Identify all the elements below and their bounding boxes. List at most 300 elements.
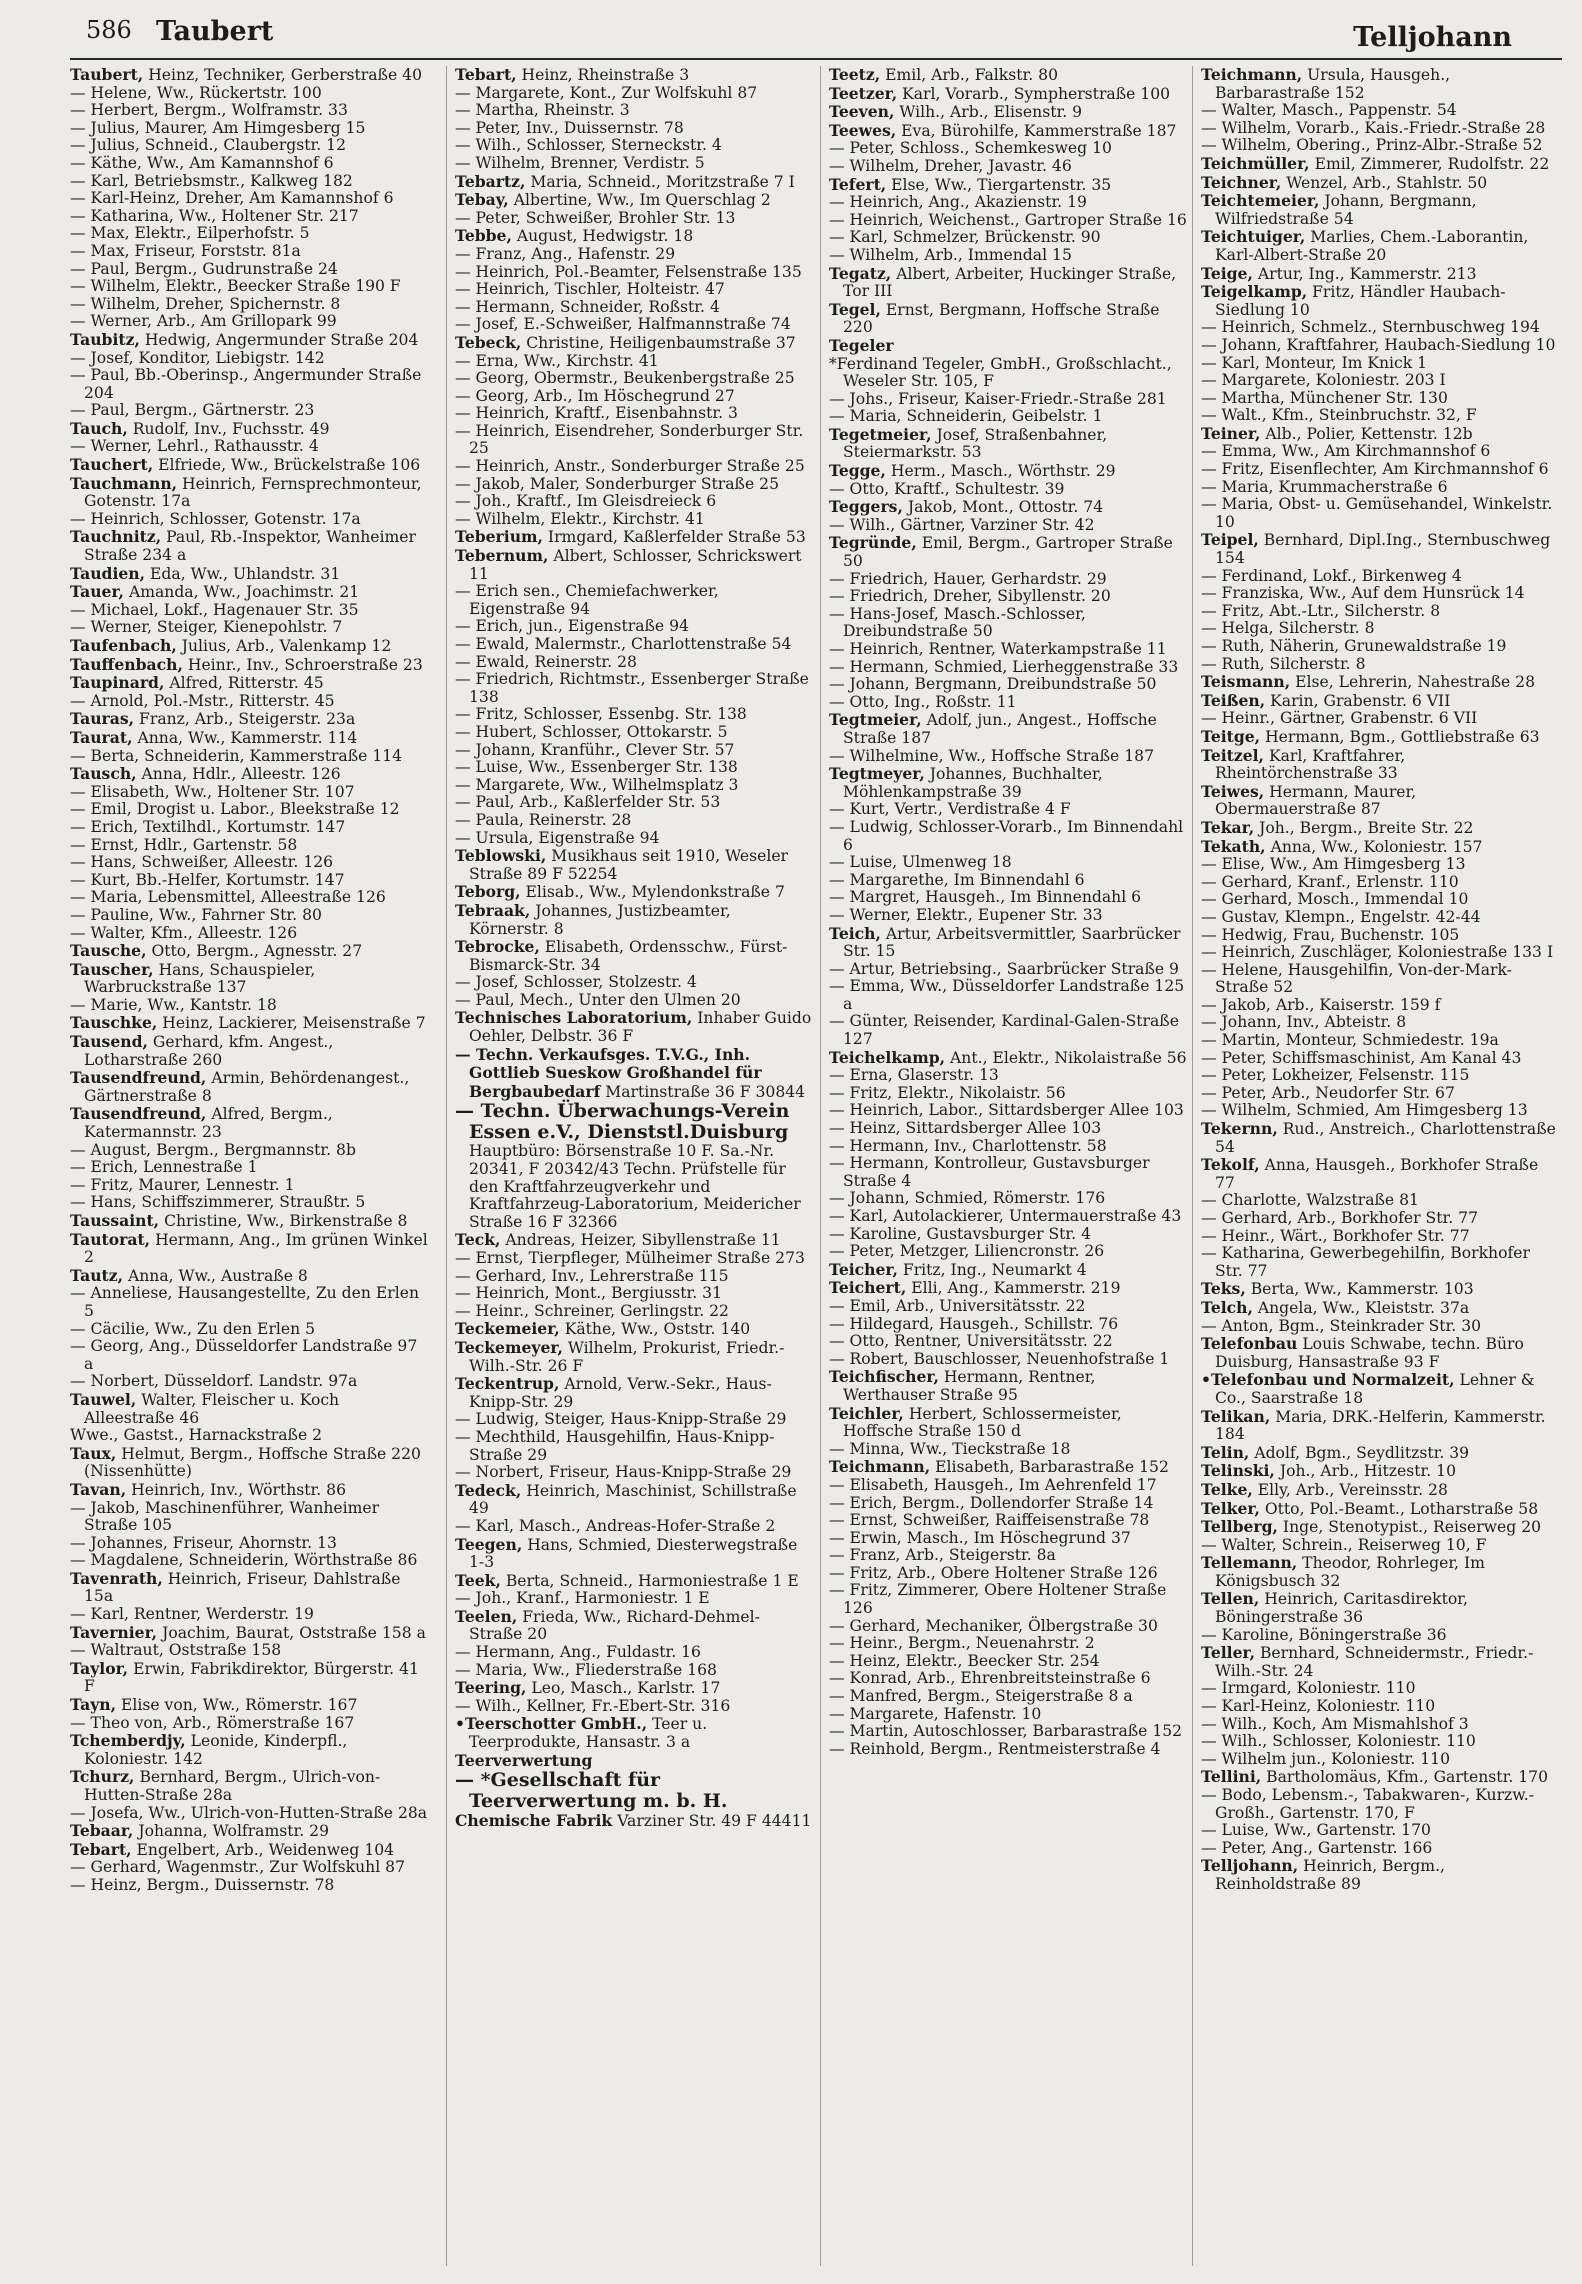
entry-details: — Walter, Schrein., Reiserweg 10, F — [1201, 1535, 1487, 1554]
entry-surname: Tavan, — [70, 1479, 127, 1499]
entry-details: — Heinrich, Schlosser, Gotenstr. 17a — [70, 509, 361, 528]
directory-entry — [455, 1715, 813, 1751]
directory-entry — [455, 724, 813, 742]
entry-details: — Emil, Drogist u. Labor., Bleekstraße 12 — [70, 800, 400, 819]
directory-entry — [455, 1770, 813, 1812]
directory-entry — [1201, 1733, 1559, 1751]
entry-details: Paul, Rb.-Inspektor, Wanheimer Straße 234 a — [84, 528, 416, 565]
directory-entry — [70, 1805, 428, 1823]
entry-details: Else, Lehrerin, Nahestraße 28 — [1290, 673, 1536, 692]
entry-surname: Chemische Fabrik — [455, 1811, 613, 1831]
directory-columns — [70, 66, 1558, 2266]
entry-details: — Peter, Metzger, Liliencronstr. 26 — [829, 1242, 1105, 1261]
entry-details: Joachim, Baurat, Oststraße 158 a — [157, 1623, 426, 1642]
directory-entry — [1201, 192, 1559, 228]
directory-entry — [1201, 997, 1559, 1015]
directory-entry — [455, 812, 813, 830]
entry-details: — Max, Elektr., Eilperhofstr. 5 — [70, 224, 310, 243]
directory-entry — [70, 367, 428, 402]
entry-details: Elisabeth, Barbarastraße 152 — [930, 1458, 1169, 1477]
directory-entry — [829, 588, 1187, 606]
entry-details: *Ferdinand Tegeler, GmbH., Großschlacht., Weseler Str. 105, F — [829, 354, 1172, 391]
entry-surname: Teitzel, — [1201, 745, 1264, 765]
directory-entry — [70, 925, 428, 943]
directory-entry — [455, 794, 813, 812]
entry-details: — Peter, Arb., Neudorfer Str. 67 — [1201, 1083, 1455, 1102]
entry-details: — Max, Friseur, Forststr. 81a — [70, 241, 301, 260]
directory-entry — [455, 1482, 813, 1518]
entry-details: — Heinz, Bergm., Duissernstr. 78 — [70, 1875, 335, 1894]
directory-entry — [455, 1662, 813, 1680]
directory-entry — [70, 765, 428, 784]
entry-details: — Heinrich, Mont., Bergiusstr. 31 — [455, 1284, 722, 1303]
directory-entry — [70, 456, 428, 475]
entry-surname: Teicher, — [829, 1259, 898, 1279]
entry-surname: Taudien, — [70, 563, 146, 583]
directory-entry — [1201, 673, 1559, 692]
entry-details: Christine, Ww., Birkenstraße 8 — [159, 1212, 408, 1230]
directory-entry — [455, 173, 813, 192]
entry-details: Heinrich, Bergm., Reinholdstraße 89 — [1215, 1857, 1445, 1893]
entry-details: Amanda, Ww., Joachimstr. 21 — [123, 583, 360, 602]
directory-entry — [1201, 1698, 1559, 1716]
entry-details: — Josef, Schlosser, Stolzestr. 4 — [455, 973, 697, 992]
entry-surname: Teigelkamp, — [1201, 282, 1308, 302]
entry-details: Hermann, Ang., Im grünen Winkel 2 — [84, 1230, 428, 1267]
directory-entry — [829, 1333, 1187, 1351]
entry-details: — Heinz, Elektr., Beecker Str. 254 — [829, 1651, 1100, 1670]
directory-entry — [455, 671, 813, 706]
entry-surname: Teggers, — [829, 497, 903, 517]
directory-entry — [1201, 1120, 1559, 1156]
entry-details: — Heinz, Sittardsberger Allee 103 — [829, 1119, 1102, 1138]
entry-details: — Katharina, Ww., Holtener Str. 217 — [70, 206, 359, 225]
entry-details: — Karl, Betriebsmstr., Kalkweg 182 — [70, 171, 353, 190]
directory-entry — [455, 227, 813, 246]
directory-entry — [70, 173, 428, 191]
entry-details: Martinstraße 36 F 30844 — [600, 1082, 806, 1101]
directory-entry — [1201, 1751, 1559, 1769]
directory-entry — [829, 1530, 1187, 1548]
entry-surname: — Techn. Verkaufsges. T.V.G., Inh. Gottlieb Sueskow Großhandel für Bergbaubedarf — [455, 1044, 762, 1101]
entry-details: Albert, Arbeiter, Huckinger Straße, Tor III — [843, 264, 1177, 301]
directory-entry — [1201, 1787, 1559, 1822]
entry-surname: Tauch, — [70, 418, 128, 438]
entry-details: — Peter, Schiffsmaschinist, Am Kanal 43 — [1201, 1048, 1522, 1067]
entry-details: — Ewald, Reinerstr. 28 — [455, 652, 637, 671]
directory-entry — [455, 1285, 813, 1303]
entry-surname: Tauer, — [70, 582, 124, 602]
entry-details: — Maria, Lebensmittel, Alleestraße 126 — [70, 888, 386, 907]
entry-details: — Otto, Kraftf., Schultestr. 39 — [829, 479, 1065, 498]
entry-details: — Joh., Kranf., Harmoniestr. 1 E — [455, 1589, 710, 1608]
entry-details: Andreas, Heizer, Sibyllenstraße 11 — [500, 1231, 781, 1250]
directory-entry — [70, 1481, 428, 1500]
entry-surname: Teewes, — [829, 120, 897, 140]
entry-details: — Peter, Schweißer, Brohler Str. 13 — [455, 208, 736, 227]
directory-entry — [455, 1320, 813, 1339]
entry-surname: Teitge, — [1201, 726, 1261, 746]
entry-details: — Luise, Ww., Essenberger Str. 138 — [455, 758, 738, 777]
entry-details: Elise von, Ww., Römerstr. 167 — [116, 1696, 358, 1715]
directory-entry — [70, 528, 428, 564]
entry-surname: Teblowski, — [455, 846, 547, 866]
directory-entry — [829, 1706, 1187, 1724]
directory-entry — [1201, 1210, 1559, 1228]
directory-entry — [829, 1155, 1187, 1190]
entry-details: — Wilhelm, Vorarb., Kais.-Friedr.-Straße 28 — [1201, 118, 1546, 137]
entry-details: Berta, Ww., Kammerstr. 103 — [1245, 1280, 1474, 1299]
entry-surname: Tegel, — [829, 299, 881, 319]
directory-entry — [1201, 496, 1559, 531]
entry-details: Varziner Str. 49 F 44411 — [612, 1812, 812, 1831]
directory-entry — [1201, 1518, 1559, 1537]
directory-entry — [455, 830, 813, 848]
directory-entry — [70, 619, 428, 637]
directory-entry — [455, 1009, 813, 1045]
entry-details: Johannes, Justizbeamter, Körnerstr. 8 — [469, 901, 731, 938]
directory-entry — [455, 528, 813, 547]
directory-entry — [455, 654, 813, 672]
directory-entry — [70, 1212, 428, 1231]
entry-details: — Artur, Betriebsing., Saarbrücker Straße 9 — [829, 959, 1179, 978]
entry-surname: Tebraak, — [455, 900, 531, 920]
directory-entry — [455, 246, 813, 264]
entry-details: Herbert, Schlossermeister, Hoffsche Straße 150 d — [843, 1404, 1122, 1441]
directory-entry — [829, 122, 1187, 141]
directory-entry — [70, 1069, 428, 1105]
entry-details: Wilh., Arb., Elisenstr. 9 — [894, 103, 1083, 122]
entry-surname: Tautz, — [70, 1265, 124, 1285]
entry-details: — Ewald, Malermstr., Charlottenstraße 54 — [455, 635, 792, 653]
entry-details: — Josef, Konditor, Liebigstr. 142 — [70, 348, 325, 367]
entry-surname: Teckentrup, — [455, 1374, 560, 1394]
entry-details: — Walter, Kfm., Alleestr. 126 — [70, 923, 298, 942]
directory-entry — [70, 819, 428, 837]
directory-entry — [1201, 962, 1559, 997]
directory-entry — [829, 641, 1187, 659]
directory-entry — [70, 674, 428, 693]
directory-entry — [70, 1177, 428, 1195]
entry-details: — Erich, jun., Eigenstraße 94 — [455, 617, 689, 636]
directory-entry — [1201, 909, 1559, 927]
entry-details: — Gerhard, Wagenmstr., Zur Wolfskuhl 87 — [70, 1858, 405, 1877]
entry-details: — Heinrich, Ang., Akazienstr. 19 — [829, 193, 1087, 212]
directory-entry — [70, 190, 428, 208]
directory-entry — [70, 1391, 428, 1427]
directory-entry — [70, 1014, 428, 1033]
directory-entry — [70, 1285, 428, 1320]
directory-entry — [829, 356, 1187, 391]
entry-surname: Teelen, — [455, 1606, 518, 1626]
directory-entry — [1201, 710, 1559, 728]
entry-details: Heinz, Techniker, Gerberstraße 40 — [143, 66, 423, 84]
entry-details: — Elisabeth, Hausgeh., Im Aehrenfeld 17 — [829, 1475, 1157, 1494]
entry-details: — Ernst, Schweißer, Raiffeisenstraße 78 — [829, 1511, 1150, 1530]
entry-details: — Gerhard, Mosch., Immendal 10 — [1201, 890, 1469, 909]
directory-entry — [455, 1464, 813, 1482]
entry-surname: Tekolf, — [1201, 1155, 1260, 1175]
directory-entry — [455, 992, 813, 1010]
entry-details: Käthe, Ww., Oststr. 140 — [559, 1320, 751, 1339]
entry-details: — Emma, Ww., Düsseldorfer Landstraße 125 a — [829, 977, 1185, 1013]
directory-entry — [829, 819, 1187, 854]
entry-details: Theodor, Rohrleger, Im Königsbusch 32 — [1215, 1554, 1485, 1590]
entry-details: — Helga, Silcherstr. 8 — [1201, 619, 1375, 638]
entry-details: — Anneliese, Hausangestellte, Zu den Erlen 5 — [70, 1284, 419, 1320]
entry-surname: Tebeck, — [455, 332, 522, 352]
entry-details: Karl, Kraftfahrer, Rheintörchenstraße 33 — [1215, 746, 1406, 783]
directory-entry — [829, 1067, 1187, 1085]
entry-surname: Teipel, — [1201, 530, 1259, 550]
directory-entry — [70, 997, 428, 1015]
entry-details: — Jakob, Maler, Sonderburger Straße 25 — [455, 474, 779, 493]
directory-entry — [70, 420, 428, 439]
directory-entry — [1201, 137, 1559, 155]
entry-details: — Margarete, Hafenstr. 10 — [829, 1704, 1042, 1723]
entry-details: — Erich, Bergm., Dollendorfer Straße 14 — [829, 1493, 1154, 1512]
directory-entry — [455, 137, 813, 155]
entry-details: Franz, Arb., Steigerstr. 23a — [134, 710, 356, 729]
entry-details: — Fritz, Abt.-Ltr., Silcherstr. 8 — [1201, 601, 1441, 620]
entry-details: — Charlotte, Walzstraße 81 — [1201, 1191, 1419, 1210]
entry-details: — Julius, Schneid., Claubergstr. 12 — [70, 136, 347, 155]
entry-details: — Maria, Obst- u. Gemüsehandel, Winkelstr. 10 — [1201, 495, 1553, 531]
entry-surname: Tegtmeier, — [829, 710, 922, 730]
entry-details: — Gerhard, Mechaniker, Ölbergstraße 30 — [829, 1616, 1158, 1635]
entry-details: — Friedrich, Dreher, Sibyllenstr. 20 — [829, 587, 1111, 606]
directory-entry — [455, 938, 813, 974]
entry-details: — Hildegard, Hausgeh., Schillstr. 76 — [829, 1314, 1119, 1333]
entry-details: — Joh., Kraftf., Im Gleisdreieck 6 — [455, 492, 717, 511]
entry-surname: Tegatz, — [829, 263, 892, 283]
directory-entry — [455, 191, 813, 210]
entry-details: — Manfred, Bergm., Steigerstraße 8 a — [829, 1687, 1133, 1706]
directory-entry — [70, 1194, 428, 1212]
entry-details: — Karl, Rentner, Werderstr. 19 — [70, 1605, 314, 1624]
directory-entry — [1201, 783, 1559, 819]
directory-entry — [829, 854, 1187, 872]
directory-entry — [455, 511, 813, 529]
entry-details: — Wilhelm, Elektr., Kirchstr. 41 — [455, 509, 705, 528]
entry-details: — Josefa, Ww., Ulrich-von-Hutten-Straße 28a — [70, 1803, 428, 1822]
entry-surname: Teichelkamp, — [829, 1047, 946, 1067]
entry-details: — Gustav, Klempn., Engelstr. 42-44 — [1201, 907, 1481, 926]
entry-details: — Elise, Ww., Am Himgesberg 13 — [1201, 855, 1466, 874]
entry-details: — Norbert, Friseur, Haus-Knipp-Straße 29 — [455, 1463, 792, 1482]
directory-entry — [829, 659, 1187, 677]
entry-details: Heinz, Lackierer, Meisenstraße 7 — [157, 1014, 426, 1033]
directory-entry — [70, 907, 428, 925]
directory-entry — [70, 1552, 428, 1570]
directory-entry — [455, 1411, 813, 1429]
entry-details: — Georg, Arb., Im Höschegrund 27 — [455, 386, 735, 405]
entry-surname: Teegen, — [455, 1534, 523, 1554]
directory-entry — [70, 1606, 428, 1624]
directory-entry — [829, 1405, 1187, 1441]
directory-entry — [70, 261, 428, 279]
column-4 — [1192, 66, 1559, 2266]
entry-details: — Fritz, Schlosser, Essenbg. Str. 138 — [455, 705, 747, 724]
entry-surname: Tauscher, — [70, 959, 154, 979]
entry-details: — Mechthild, Hausgehilfin, Haus-Knipp-Straße 29 — [455, 1427, 775, 1464]
entry-details: — Magdalene, Schneiderin, Wörthstraße 86 — [70, 1551, 418, 1570]
entry-surname: Telljohann, — [1201, 1856, 1299, 1876]
directory-entry — [829, 765, 1187, 801]
directory-entry — [1201, 1627, 1559, 1645]
directory-entry — [455, 583, 813, 618]
directory-entry — [70, 85, 428, 103]
directory-entry — [829, 1441, 1187, 1459]
directory-entry — [1201, 1481, 1559, 1500]
entry-surname: Teichmann, — [829, 1457, 931, 1477]
directory-entry — [1201, 66, 1559, 102]
entry-surname: Tebaar, — [70, 1821, 134, 1841]
entry-details: — Peter, Inv., Duissernstr. 78 — [455, 118, 684, 137]
entry-details: Heinr., Inv., Schroerstraße 23 — [182, 655, 423, 674]
entry-surname: Tegetmeier, — [829, 424, 932, 444]
directory-entry — [1201, 944, 1559, 962]
directory-entry — [70, 1373, 428, 1391]
entry-details: Karl, Vorarb., Sympherstraße 100 — [897, 84, 1171, 103]
page-header — [70, 14, 1512, 58]
directory-entry — [70, 693, 428, 711]
entry-details: — Heinrich, Pol.-Beamter, Felsenstraße 135 — [455, 262, 802, 281]
directory-entry — [829, 212, 1187, 230]
entry-surname: Teller, — [1201, 1643, 1256, 1663]
entry-details: — Jakob, Maschinenführer, Wanheimer Straße 105 — [70, 1498, 380, 1535]
directory-entry — [1201, 1554, 1559, 1590]
directory-entry — [70, 1696, 428, 1715]
entry-details: Bernhard, Schneidermstr., Friedr.-Wilh.-Str. 24 — [1215, 1644, 1534, 1680]
entry-details: Anna, Ww., Austraße 8 — [123, 1266, 308, 1285]
directory-entry — [829, 1279, 1187, 1298]
entry-surname: Teichfischer, — [829, 1367, 939, 1387]
entry-details: Alb., Polier, Kettenstr. 12b — [1260, 424, 1473, 443]
entry-surname: Tebartz, — [455, 171, 526, 191]
entry-details: — Werner, Elektr., Eupener Str. 33 — [829, 905, 1103, 924]
directory-entry — [70, 1231, 428, 1267]
entry-details: — Margret, Hausgeh., Im Binnendahl 6 — [829, 888, 1142, 907]
directory-entry — [455, 1679, 813, 1698]
directory-entry — [1201, 337, 1559, 355]
directory-entry — [1201, 692, 1559, 711]
entry-details: Hauptbüro: Börsenstraße 10 F. Sa.-Nr. 20341, F 20342/43 Techn. Prüfstelle für den Kraftfahrzeugverkehr und Kraftfahrzeug-Laboratorium, Meidericher Straße 16 F 32366 — [469, 1142, 801, 1231]
directory-entry — [70, 350, 428, 368]
entry-details: — Wilhelm, Dreher, Spichernstr. 8 — [70, 294, 341, 313]
directory-entry — [70, 120, 428, 138]
entry-surname: Teichmüller, — [1201, 153, 1310, 173]
directory-entry — [829, 1582, 1187, 1617]
directory-entry — [455, 618, 813, 636]
directory-entry — [455, 493, 813, 511]
entry-details: — Konrad, Arb., Ehrenbreitsteinstraße 6 — [829, 1669, 1151, 1688]
directory-entry — [70, 1841, 428, 1860]
directory-entry — [829, 676, 1187, 694]
entry-details: — Gerhard, Inv., Lehrerstraße 115 — [455, 1266, 729, 1285]
entry-details: — Wilhelm jun., Koloniestr. 110 — [1201, 1749, 1451, 1768]
entry-surname: Tchemberdjy, — [70, 1731, 186, 1751]
directory-entry — [455, 1250, 813, 1268]
entry-details: — Peter, Lokheizer, Felsenstr. 115 — [1201, 1066, 1470, 1085]
entry-details: — Erich, Textilhdl., Kortumstr. 147 — [70, 817, 346, 836]
directory-entry — [1201, 1299, 1559, 1318]
entry-details: — Berta, Schneiderin, Kammerstraße 114 — [70, 746, 403, 765]
entry-details: — Heinrich, Rentner, Waterkampstraße 11 — [829, 640, 1167, 658]
directory-entry — [829, 1120, 1187, 1138]
entry-details: — Käthe, Ww., Am Kamannshof 6 — [70, 153, 334, 172]
entry-details: Marlies, Chem.-Laborantin, Karl-Albert-Straße 20 — [1215, 228, 1529, 264]
entry-details: — Emma, Ww., Am Kirchmannshof 6 — [1201, 442, 1491, 461]
entry-details: — Walt., Kfm., Steinbruchstr. 32, F — [1201, 406, 1477, 425]
directory-entry — [70, 243, 428, 261]
entry-details: Elfriede, Ww., Brückelstraße 106 — [153, 456, 421, 475]
entry-details: Elli, Ang., Kammerstr. 219 — [906, 1279, 1121, 1298]
directory-entry — [829, 925, 1187, 961]
entry-details: August, Hedwigstr. 18 — [511, 227, 694, 246]
directory-entry — [1201, 1500, 1559, 1519]
entry-details: Wwe., Gastst., Harnackstraße 2 — [70, 1426, 323, 1445]
entry-details: — Günter, Reisender, Kardinal-Galen-Straße 127 — [829, 1012, 1179, 1049]
directory-entry — [1201, 728, 1559, 747]
entry-surname: Telinski, — [1201, 1461, 1275, 1481]
entry-details: Rud., Anstreich., Charlottenstraße 54 — [1215, 1120, 1556, 1156]
entry-details: Josef, Straßenbahner, Steiermarkstr. 53 — [843, 425, 1108, 462]
directory-entry — [829, 1741, 1187, 1759]
directory-entry — [70, 155, 428, 173]
entry-details: — Pauline, Ww., Fahrner Str. 80 — [70, 905, 322, 924]
entry-surname: Tebart, — [70, 1839, 132, 1859]
directory-entry — [70, 1535, 428, 1553]
directory-entry — [455, 66, 813, 85]
directory-entry — [1201, 1014, 1559, 1032]
entry-details: — Johann, Inv., Abteistr. 8 — [1201, 1013, 1407, 1032]
directory-entry — [829, 517, 1187, 535]
entry-details: — Anton, Bgm., Steinkrader Str. 30 — [1201, 1316, 1482, 1335]
directory-entry — [455, 1608, 813, 1644]
directory-entry — [829, 1138, 1187, 1156]
entry-surname: Teks, — [1201, 1279, 1246, 1299]
directory-entry — [1201, 390, 1559, 408]
directory-entry — [829, 1670, 1187, 1688]
directory-entry — [455, 742, 813, 760]
directory-entry — [70, 1642, 428, 1660]
entry-details: Wenzel, Arb., Stahlstr. 50 — [1281, 173, 1488, 192]
directory-entry — [1201, 155, 1559, 174]
entry-details: — Reinhold, Bergm., Rentmeisterstraße 4 — [829, 1739, 1161, 1758]
entry-details: — Ludwig, Steiger, Haus-Knipp-Straße 29 — [455, 1410, 787, 1429]
directory-entry — [455, 370, 813, 388]
entry-details: — Marie, Ww., Kantstr. 18 — [70, 995, 277, 1014]
entry-details: — Gerhard, Arb., Borkhofer Str. 77 — [1201, 1209, 1478, 1227]
entry-details: — Paul, Mech., Unter den Ulmen 20 — [455, 990, 741, 1009]
directory-entry — [455, 423, 813, 458]
entry-surname: Tebart, — [455, 66, 517, 84]
directory-entry — [829, 748, 1187, 766]
entry-details: — Heinrich, Tischler, Holteistr. 47 — [455, 280, 725, 299]
entry-details: Heinz, Rheinstraße 3 — [516, 66, 690, 84]
entry-details: — Franziska, Ww., Auf dem Hunsrück 14 — [1201, 584, 1525, 603]
entry-surname: Taubert, — [70, 66, 144, 84]
directory-entry — [70, 872, 428, 890]
entry-details: — Bodo, Lebensm.-, Tabakwaren-, Kurzw.-Großh., Gartenstr. 170, F — [1201, 1786, 1534, 1822]
directory-entry — [70, 748, 428, 766]
directory-entry — [829, 1351, 1187, 1369]
entry-surname: Technisches Laboratorium, — [455, 1008, 693, 1028]
entry-details: — Werner, Lehrl., Rathausstr. 4 — [70, 437, 319, 456]
directory-entry — [455, 210, 813, 228]
directory-entry — [1201, 1857, 1559, 1893]
